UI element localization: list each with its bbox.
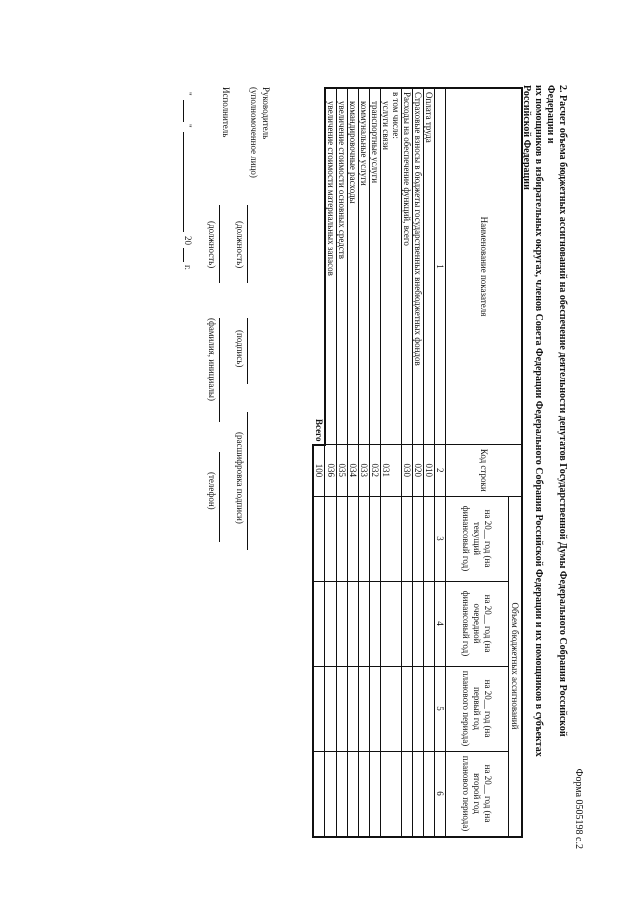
value-cell[interactable]: [325, 581, 337, 666]
value-cell[interactable]: [348, 581, 359, 666]
row-code: [391, 445, 402, 497]
row-name: Расходы на обеспечение функций, всего: [402, 88, 413, 445]
row-name: услуги связи: [381, 88, 392, 445]
row-code: 032: [370, 445, 381, 497]
header-col-3: на 20__ год (на текущий финансовый год): [446, 496, 509, 581]
date-year-prefix: 20: [183, 236, 193, 245]
date-quote-open: ": [183, 92, 193, 96]
value-cell[interactable]: [381, 581, 392, 666]
table-row: [391, 88, 402, 837]
total-cell[interactable]: [314, 751, 326, 837]
date-year-line[interactable]: [183, 248, 184, 262]
value-cell[interactable]: [424, 751, 435, 837]
table-row: [325, 88, 337, 837]
total-cell[interactable]: [314, 666, 326, 751]
value-cell[interactable]: [413, 496, 424, 581]
budget-table: [313, 87, 524, 838]
row-code: 010: [424, 445, 435, 497]
form-number: Форма 0505198 с.2: [573, 768, 584, 849]
head-position-caption: (должность): [235, 221, 245, 269]
head-signature-line[interactable]: [247, 318, 248, 384]
value-cell[interactable]: [325, 496, 337, 581]
value-cell[interactable]: [348, 496, 359, 581]
value-cell[interactable]: [381, 666, 392, 751]
head-label: Руководитель: [261, 87, 271, 140]
header-group: Объем бюджетных ассигнований: [509, 496, 523, 837]
index-cell: 4: [435, 581, 446, 666]
exec-phone-caption: (телефон): [207, 472, 217, 510]
value-cell[interactable]: [325, 666, 337, 751]
header-name: Наименование показателя: [446, 88, 523, 445]
executor-label: Исполнитель: [221, 87, 231, 138]
value-cell[interactable]: [359, 581, 370, 666]
row-name: в том числе:: [391, 88, 402, 445]
heading-line-2: их помощников в избирательных округах, членов Совета Федерации Федерального Собрания Российской Федерации и их помощников в субъектах: [533, 85, 544, 757]
exec-position-line[interactable]: [219, 205, 220, 283]
row-code: 034: [348, 445, 359, 497]
table-row: [337, 88, 348, 837]
value-cell[interactable]: [337, 581, 348, 666]
row-code: 035: [337, 445, 348, 497]
value-cell[interactable]: [413, 751, 424, 837]
row-code: 030: [402, 445, 413, 497]
value-cell[interactable]: [359, 496, 370, 581]
table-row: [348, 88, 359, 837]
head-decoding-line[interactable]: [247, 412, 248, 550]
value-cell[interactable]: [413, 581, 424, 666]
value-cell[interactable]: [402, 666, 413, 751]
value-cell[interactable]: [359, 751, 370, 837]
table-row: [402, 88, 413, 837]
value-cell[interactable]: [402, 751, 413, 837]
value-cell[interactable]: [381, 751, 392, 837]
index-cell: 5: [435, 666, 446, 751]
date-quote-close: ": [183, 124, 193, 128]
row-code: 036: [325, 445, 337, 497]
total-label: Всего: [313, 419, 324, 442]
value-cell[interactable]: [370, 581, 381, 666]
row-name: Оплата труда: [424, 88, 435, 445]
table-row: [359, 88, 370, 837]
row-name: командировочные расходы: [348, 88, 359, 445]
head-label-sub: (уполномоченное лицо): [249, 87, 259, 178]
table-row: [424, 88, 435, 837]
row-name: коммунальные услуги: [359, 88, 370, 445]
total-code: 100: [314, 445, 326, 497]
value-cell[interactable]: [370, 666, 381, 751]
table-row: [413, 88, 424, 837]
exec-position-caption: (должность): [207, 221, 217, 269]
index-cell: 2: [435, 445, 446, 497]
value-cell[interactable]: [359, 666, 370, 751]
value-cell[interactable]: [413, 666, 424, 751]
value-cell[interactable]: [391, 751, 402, 837]
value-cell[interactable]: [424, 581, 435, 666]
value-cell[interactable]: [348, 751, 359, 837]
row-name: увеличение стоимости материальных запасов: [325, 88, 337, 445]
document-heading: [520, 85, 568, 785]
row-name: транспортные услуги: [370, 88, 381, 445]
date-day-line[interactable]: [183, 100, 184, 122]
value-cell[interactable]: [381, 496, 392, 581]
value-cell[interactable]: [391, 666, 402, 751]
exec-name-caption: (фамилия, инициалы): [207, 318, 217, 401]
value-cell[interactable]: [337, 496, 348, 581]
header-code: Код строки: [446, 445, 523, 497]
value-cell[interactable]: [424, 496, 435, 581]
header-col-5: на 20__ год (на первый год планового периода): [446, 666, 509, 751]
row-code: 033: [359, 445, 370, 497]
index-row: [435, 88, 446, 837]
date-month-line[interactable]: [183, 132, 184, 232]
value-cell[interactable]: [391, 581, 402, 666]
head-decoding-caption: (расшифровка подписи): [235, 432, 245, 524]
table-row: [370, 88, 381, 837]
value-cell[interactable]: [337, 751, 348, 837]
total-row: [314, 88, 326, 837]
heading-line-1: 2. Расчет объема бюджетных ассигнований на обеспечение деятельности депутатов Государственной Думы Федерального Собрания Российской Федерации и: [545, 85, 568, 737]
value-cell[interactable]: [402, 496, 413, 581]
value-cell[interactable]: [370, 751, 381, 837]
value-cell[interactable]: [370, 496, 381, 581]
total-cell[interactable]: [314, 496, 326, 581]
header-col-4: на 20__ год (на очередной финансовый год): [446, 581, 509, 666]
exec-name-line[interactable]: [219, 318, 220, 422]
row-name: Страховые взносы в бюджеты государственных внебюджетных фондов: [413, 88, 424, 445]
total-cell[interactable]: [314, 581, 326, 666]
date-suffix: г.: [183, 265, 193, 270]
table-row: [381, 88, 392, 837]
value-cell[interactable]: [325, 751, 337, 837]
value-cell[interactable]: [348, 666, 359, 751]
heading-line-3: Российской Федерации: [521, 85, 532, 190]
value-cell[interactable]: [402, 581, 413, 666]
index-cell: 6: [435, 751, 446, 837]
row-code: 031: [381, 445, 392, 497]
value-cell[interactable]: [337, 666, 348, 751]
head-signature-caption: (подпись): [235, 330, 245, 368]
row-name: увеличение стоимости основных средств: [337, 88, 348, 445]
index-cell: 3: [435, 496, 446, 581]
index-cell: 1: [435, 88, 446, 445]
header-col-6: на 20__ год (на второй год планового периода): [446, 751, 509, 837]
row-code: 020: [413, 445, 424, 497]
head-position-line[interactable]: [247, 205, 248, 283]
value-cell[interactable]: [424, 666, 435, 751]
exec-phone-line[interactable]: [219, 452, 220, 542]
value-cell[interactable]: [391, 496, 402, 581]
